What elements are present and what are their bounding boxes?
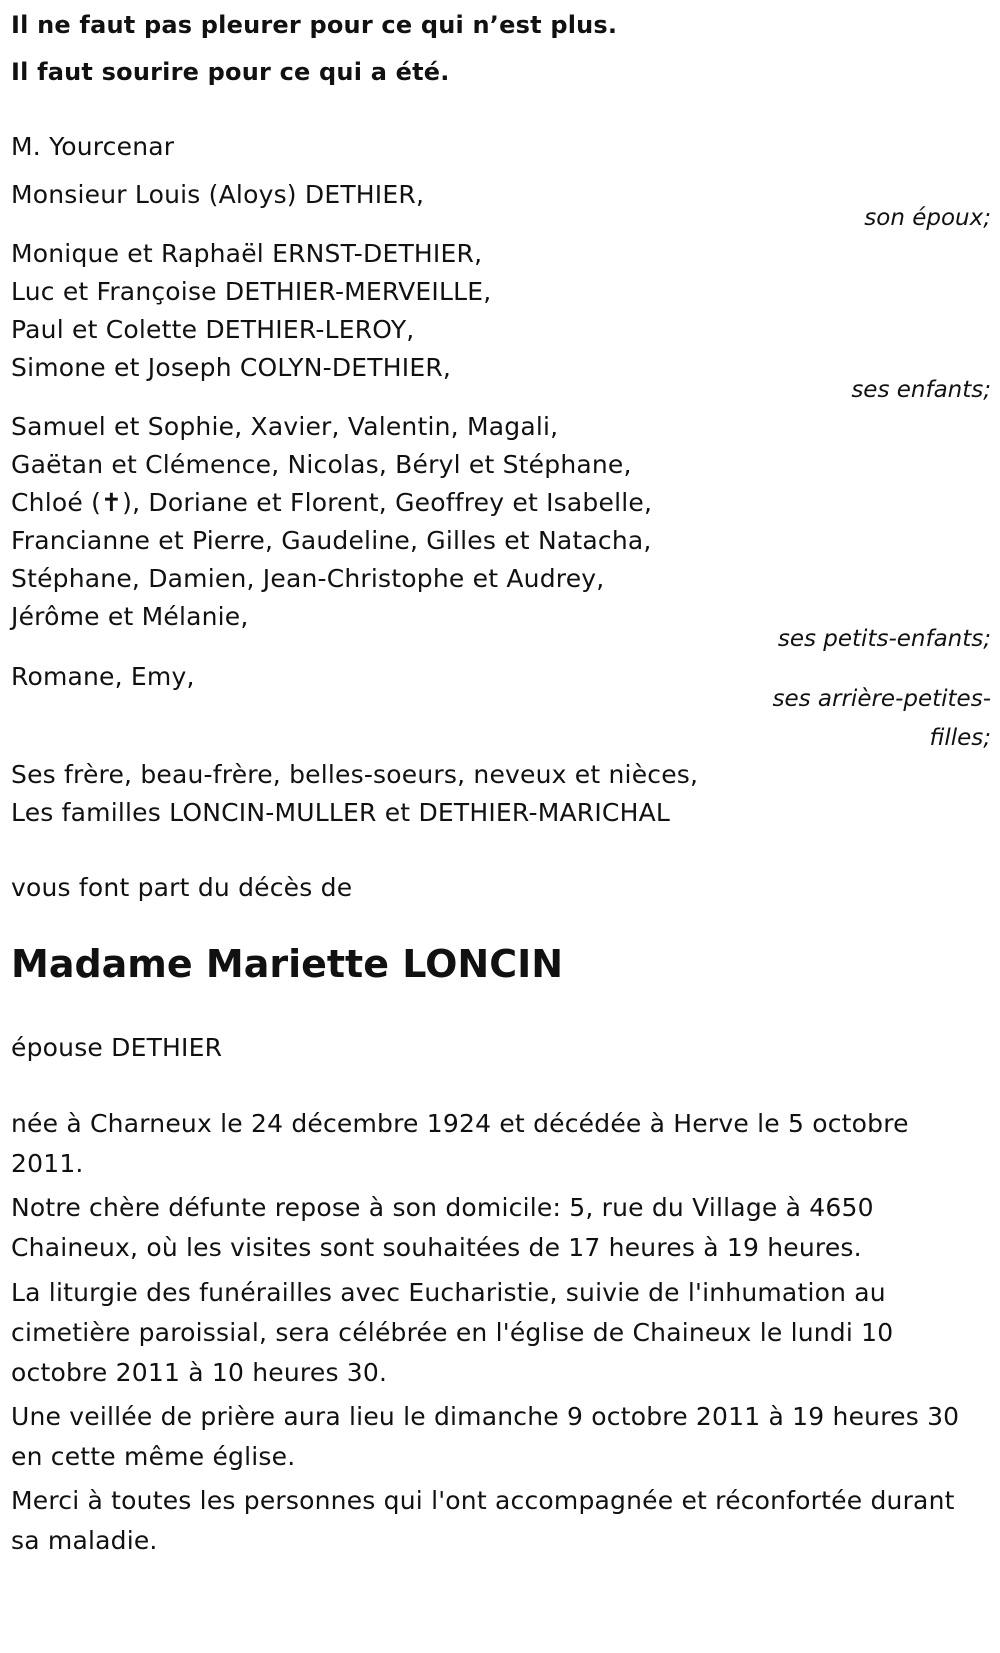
grandchildren-line: Samuel et Sophie, Xavier, Valentin, Magali,	[11, 412, 559, 441]
deceased-spouse-of: épouse DETHIER	[11, 1033, 223, 1062]
extended-family-line: Ses frère, beau-frère, belles-soeurs, neveux et nièces,	[11, 760, 699, 789]
children-role: ses enfants;	[851, 377, 991, 403]
grandchildren-line: Stéphane, Damien, Jean-Christophe et Audrey,	[11, 564, 605, 593]
child-name: Paul et Colette DETHIER-LEROY,	[11, 315, 415, 344]
announcement-text: vous font part du décès de	[11, 873, 353, 902]
birth-death-paragraph: née à Charneux le 24 décembre 1924 et décédée à Herve le 5 octobre 2011.	[11, 1109, 909, 1178]
spouse-role: son époux;	[864, 205, 991, 231]
great-grandchildren-role-line-2: filles;	[929, 725, 991, 751]
great-grandchildren-role-line-1: ses arrière-petites-	[772, 686, 991, 712]
grandchildren-line: Francianne et Pierre, Gaudeline, Gilles et Natacha,	[11, 526, 652, 555]
child-name: Monique et Raphaël ERNST-DETHIER,	[11, 239, 483, 268]
child-name: Simone et Joseph COLYN-DETHIER,	[11, 353, 452, 382]
epigraph-author: M. Yourcenar	[11, 132, 175, 161]
extended-family-line: Les familles LONCIN-MULLER et DETHIER-MARICHAL	[11, 798, 671, 827]
viewing-paragraph: Notre chère défunte repose à son domicile: 5, rue du Village à 4650 Chaineux, où les visites sont souhaitées de 17 heures à 19 heures.	[11, 1193, 874, 1262]
funeral-paragraph: La liturgie des funérailles avec Eucharistie, suivie de l'inhumation au cimetière paroissial, sera célébrée en l'église de Chaineux le lundi 10 octobre 2011 à 10 heures 30.	[11, 1278, 894, 1387]
deceased-name: Madame Mariette LONCIN	[11, 942, 564, 986]
child-name: Luc et Françoise DETHIER-MERVEILLE,	[11, 277, 492, 306]
grandchildren-line: Jérôme et Mélanie,	[11, 602, 249, 631]
grandchildren-line: Gaëtan et Clémence, Nicolas, Béryl et Stéphane,	[11, 450, 632, 479]
grandchildren-line: Chloé (✝), Doriane et Florent, Geoffrey et Isabelle,	[11, 488, 653, 517]
thanks-paragraph: Merci à toutes les personnes qui l'ont accompagnée et réconfortée durant sa maladie.	[11, 1486, 955, 1555]
spouse-name: Monsieur Louis (Aloys) DETHIER,	[11, 180, 425, 209]
vigil-paragraph: Une veillée de prière aura lieu le dimanche 9 octobre 2011 à 19 heures 30 en cette même église.	[11, 1402, 960, 1471]
grandchildren-role: ses petits-enfants;	[777, 626, 991, 652]
epigraph-line-1: Il ne faut pas pleurer pour ce qui n’est plus.	[11, 11, 618, 39]
great-grandchildren-names: Romane, Emy,	[11, 662, 195, 691]
epigraph-line-2: Il faut sourire pour ce qui a été.	[11, 58, 450, 86]
